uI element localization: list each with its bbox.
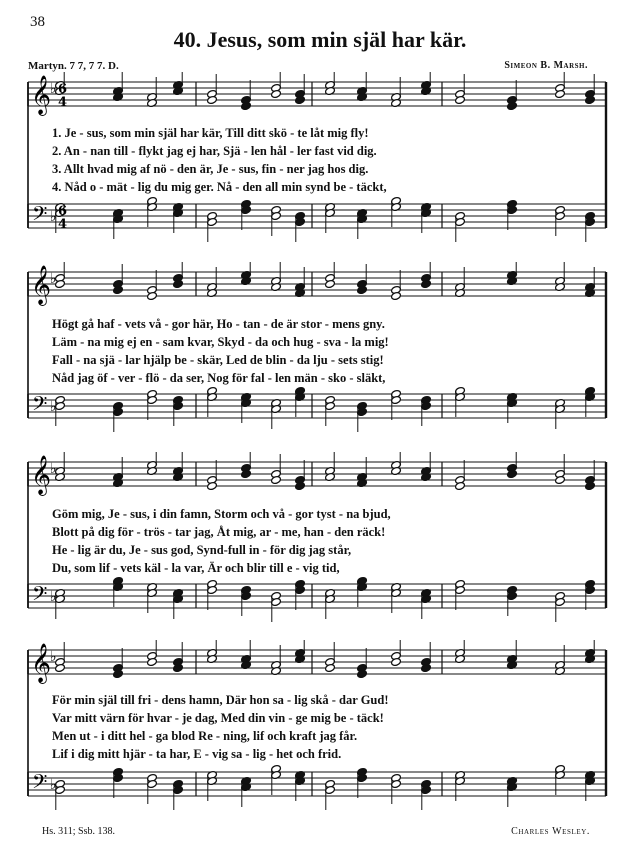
hymn-title [0, 27, 640, 53]
flat-key-signature-icon: ♭ [50, 649, 57, 665]
lyrics-block-3 [52, 505, 602, 577]
lyric-verse-3: 3. Allt hvad mig af nö - den är, Je - sus, fin - ner jag hos dig. [52, 162, 369, 176]
bass-staff [28, 764, 606, 810]
flat-key-signature-icon: ♭ [50, 399, 57, 415]
treble-time-signature-numerator: 6 [58, 82, 68, 97]
bass-time-signature-numerator: 6 [58, 204, 68, 219]
bass-time-signature-denominator: 4 [58, 217, 68, 232]
lyric-verse-2: Blott på dig för - trös - tar jag, Åt mig, ar - me, han - den räck! [52, 525, 386, 539]
flat-key-signature-icon: ♭ [50, 271, 57, 287]
bass-staff [28, 386, 606, 432]
treble-staff [28, 452, 606, 491]
lyric-verse-4: Du, som lif - vets käl - la var, Är och blir till e - vig tid, [52, 561, 340, 575]
treble-clef-icon: 𝄞 [31, 75, 52, 115]
author-credit: Charles Wesley. [511, 826, 590, 837]
lyric-verse-3: Fall - na sjä - lar hjälp be - skär, Led de blin - da lju - sets stig! [52, 353, 384, 367]
lyric-verse-4: 4. Nåd o - mät - lig du mig ger. Nå - den all min synd be - täckt, [52, 180, 387, 194]
bass-staff [28, 196, 606, 242]
lyric-verse-4: Nåd jag öf - ver - flö - da ser, Nog för fal - len män - sko - släkt, [52, 371, 386, 385]
lyrics-block-2 [52, 315, 602, 387]
bass-clef-icon: 𝄢 [32, 392, 48, 420]
treble-staff [28, 262, 606, 301]
treble-clef-icon: 𝄞 [31, 265, 52, 305]
lyric-verse-1: För min själ till fri - dens hamn, Där hon sa - lig skå - dar Gud! [52, 693, 389, 707]
flat-key-signature-icon: ♭ [50, 81, 57, 97]
flat-key-signature-icon: ♭ [50, 589, 57, 605]
bass-clef-icon: 𝄢 [32, 770, 48, 798]
lyric-verse-2: Var mitt värn för hvar - je dag, Med din vin - ge mig be - täck! [52, 711, 384, 725]
hymn-title-text: Jesus, som min själ har kär. [206, 27, 467, 52]
lyric-verse-3: Men ut - i ditt hel - ga blod Re - ning, lif och kraft jag får. [52, 729, 358, 743]
tune-name: Martyn. 7 7, 7 7. D. [28, 60, 119, 72]
composer-credit: Simeon B. Marsh. [504, 60, 588, 71]
flat-key-signature-icon: ♭ [50, 209, 57, 225]
flat-key-signature-icon: ♭ [50, 461, 57, 477]
lyric-verse-2: 2. An - nan till - flykt jag ej har, Sjä - len hål - ler fast vid dig. [52, 144, 377, 158]
bass-clef-icon: 𝄢 [32, 582, 48, 610]
lyric-verse-1: Högt gå haf - vets vå - gor här, Ho - tan - de är stor - mens gny. [52, 317, 385, 331]
page-number: 38 [30, 14, 45, 30]
treble-staff [28, 72, 606, 111]
flat-key-signature-icon: ♭ [50, 777, 57, 793]
bass-clef-icon: 𝄢 [32, 202, 48, 230]
treble-staff [28, 640, 606, 679]
lyric-verse-2: Läm - na mig ej en - sam kvar, Skyd - da och hug - sva - la mig! [52, 335, 389, 349]
lyrics-block-4 [52, 691, 602, 763]
lyric-verse-4: Lif i dig mitt hjär - ta har, E - vig sa - lig - het och frid. [52, 747, 342, 761]
hymn-number: 40. [173, 27, 202, 52]
lyric-verse-3: He - lig är du, Je - sus god, Synd-full in - för dig jag står, [52, 543, 352, 557]
treble-clef-icon: 𝄞 [31, 455, 52, 495]
treble-clef-icon: 𝄞 [31, 643, 52, 683]
treble-time-signature-denominator: 4 [58, 95, 68, 110]
lyric-verse-1: Göm mig, Je - sus, i din famn, Storm och vå - gor tyst - na bjud, [52, 507, 391, 521]
lyrics-block-1 [52, 124, 602, 196]
hymnal-references: Hs. 311; Ssb. 138. [42, 826, 115, 837]
bass-staff [28, 576, 606, 622]
lyric-verse-1: 1. Je - sus, som min själ har kär, Till ditt skö - te låt mig fly! [52, 126, 369, 140]
